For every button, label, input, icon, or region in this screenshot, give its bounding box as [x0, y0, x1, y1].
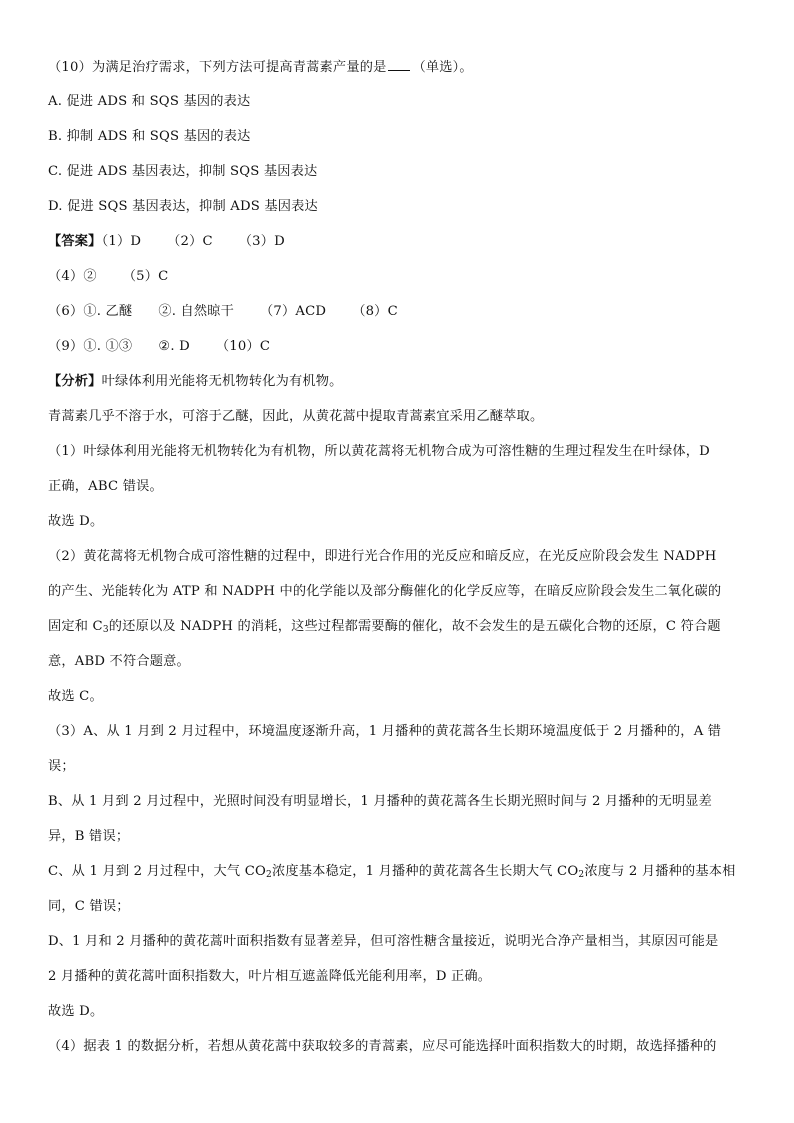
- q10-stem-text: （10）为满足治疗需求，下列方法可提高青蒿素产量的是: [48, 60, 387, 75]
- subscript: 2: [266, 870, 272, 880]
- answer-item: （4）②: [48, 269, 97, 284]
- answer-item: （3）D: [238, 234, 285, 249]
- q10-option-b: B. 抑制 ADS 和 SQS 基因的表达: [48, 129, 251, 144]
- answer-item: （10）C: [215, 339, 271, 354]
- detail-q1-choice: 故选 D。: [48, 514, 104, 529]
- subscript: 2: [578, 870, 585, 880]
- q10-option-c: C. 促进 ADS 基因表达，抑制 SQS 基因表达: [48, 164, 318, 179]
- detail-text: 固定和 C: [48, 619, 103, 634]
- answer-item: （7）ACD: [260, 304, 327, 319]
- detail-q3-line-3: B、从 1 月到 2 月过程中，光照时间没有明显增长，1 月播种的黄花蒿各生长期光照时间与 2 月播种的无明显差: [48, 794, 713, 809]
- answer-item: （1）D: [101, 234, 142, 249]
- detail-q3-line-5: [48, 863, 736, 881]
- detail-q4-line-1: （4）据表 1 的数据分析，若想从黄花蒿中获取较多的青蒿素，应尽可能选择叶面积指数大的时期，故选择播种的: [48, 1039, 717, 1054]
- analysis-line-1: [48, 373, 343, 391]
- detail-text: C、从 1 月到 2 月过程中，大气 CO: [48, 864, 266, 879]
- detail-q1-line-1: （1）叶绿体利用光能将无机物转化为有机物，所以黄花蒿将无机物合成为可溶性糖的生理过程发生在叶绿体，D: [48, 444, 710, 459]
- answer-row-4: [48, 338, 270, 356]
- answer-item: （9）①. ①③: [48, 339, 133, 354]
- answer-label: 【答案】: [48, 234, 102, 249]
- q10-option-a: A. 促进 ADS 和 SQS 基因的表达: [48, 94, 251, 109]
- detail-q3-line-8: 2 月播种的黄花蒿叶面积指数大，叶片相互遮盖降低光能利用率，D 正确。: [48, 969, 492, 984]
- detail-q3-line-7: D、1 月和 2 月播种的黄花蒿叶面积指数有显著差异，但可溶性糖含量接近，说明光合净产量相当，其原因可能是: [48, 934, 719, 949]
- analysis-text: 叶绿体利用光能将无机物转化为有机物。: [101, 374, 343, 389]
- q10-stem-suffix: （单选）。: [412, 60, 473, 75]
- detail-q3-choice: 故选 D。: [48, 1004, 104, 1019]
- detail-q3-line-1: （3）A、从 1 月到 2 月过程中，环境温度逐渐升高，1 月播种的黄花蒿各生长期环境温度低于 2 月播种的，A 错: [48, 724, 722, 739]
- detail-q3-line-6: 同，C 错误；: [48, 899, 130, 914]
- analysis-line-2: 青蒿素几乎不溶于水，可溶于乙醚，因此，从黄花蒿中提取青蒿素宜采用乙醚萃取。: [48, 409, 544, 424]
- answer-item: （8）C: [352, 304, 398, 319]
- detail-q2-line-3: [48, 618, 721, 636]
- detail-q3-line-2: 误；: [48, 759, 75, 774]
- detail-q2-line-2: 的产生、光能转化为 ATP 和 NADPH 中的化学能以及部分酶催化的化学反应等，在暗反应阶段会发生二氧化碳的: [48, 584, 722, 599]
- analysis-label: 【分析】: [48, 374, 102, 389]
- answer-item: ②. 自然晾干: [158, 304, 235, 319]
- answer-item: （5）C: [122, 269, 169, 284]
- detail-q2-line-1: （2）黄花蒿将无机物合成可溶性糖的过程中，即进行光合作用的光反应和暗反应，在光反应阶段会发生 NADPH: [48, 549, 717, 564]
- q10-stem: [48, 58, 473, 77]
- detail-text: 浓度基本稳定，1 月播种的黄花蒿各生长期大气 CO: [271, 864, 579, 879]
- answer-item: （6）①. 乙醚: [48, 304, 133, 319]
- answer-item: ②. D: [158, 339, 190, 354]
- answer-row-2: [48, 268, 168, 286]
- answer-blank: [388, 58, 410, 71]
- detail-text: 浓度与 2 月播种的基本相: [584, 864, 736, 879]
- answer-item: （2）C: [167, 234, 213, 249]
- answer-row-3: [48, 303, 398, 321]
- detail-q1-line-2: 正确，ABC 错误。: [48, 479, 163, 494]
- detail-q2-choice: 故选 C。: [48, 689, 103, 704]
- detail-q3-line-4: 异，B 错误；: [48, 829, 130, 844]
- q10-option-d: D. 促进 SQS 基因表达，抑制 ADS 基因表达: [48, 199, 318, 214]
- answer-row-1: [48, 233, 285, 251]
- detail-q2-line-4: 意，ABD 不符合题意。: [48, 654, 190, 669]
- subscript: 3: [102, 625, 109, 635]
- detail-text: 的还原以及 NADPH 的消耗，这些过程都需要酶的催化，故不会发生的是五碳化合物的还原，C 符合题: [108, 619, 721, 634]
